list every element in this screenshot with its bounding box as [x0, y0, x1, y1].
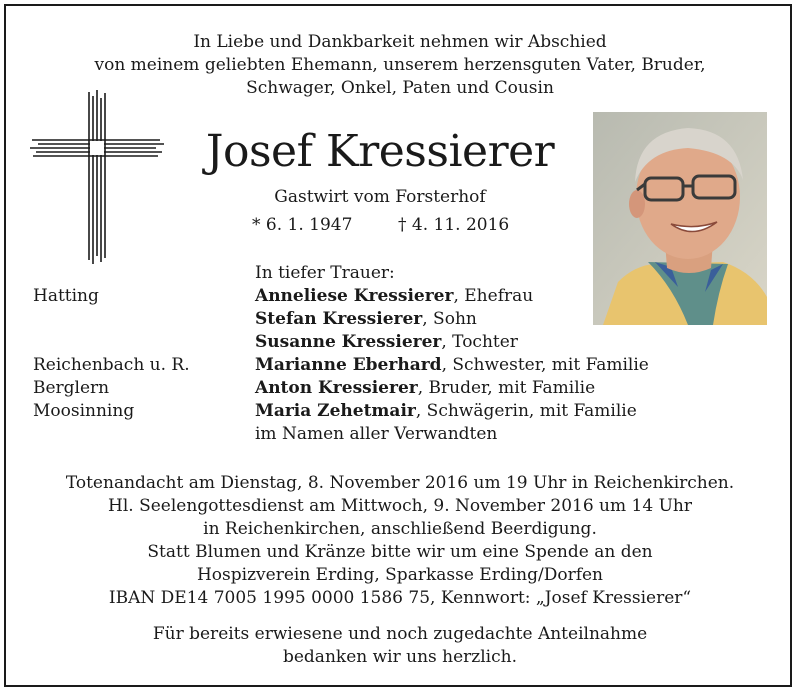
birth-date: * 6. 1. 1947: [252, 215, 353, 235]
mourner-name: Anneliese Kressierer: [255, 286, 454, 306]
deceased-occupation: Gastwirt vom Forsterhof: [274, 187, 486, 207]
mourner-location: Reichenbach u. R.: [33, 355, 190, 375]
service-line: Hl. Seelengottesdienst am Mittwoch, 9. November 2016 um 14 Uhr: [108, 496, 692, 516]
list-item: [0, 400, 800, 423]
mourner-location: Moosinning: [33, 401, 135, 421]
mourner-location: Berglern: [33, 378, 110, 398]
service-line: IBAN DE14 7005 1995 0000 1586 75, Kennwort: „Josef Kressierer“: [108, 588, 692, 608]
service-line: Statt Blumen und Kränze bitte wir um eine Spende an den: [147, 542, 653, 562]
intro-line: von meinem geliebten Ehemann, unserem herzensguten Vater, Bruder,: [94, 55, 706, 75]
service-line: Totenandacht am Dienstag, 8. November 2016 um 19 Uhr in Reichenkirchen.: [65, 473, 735, 493]
mourner-location: Hatting: [33, 286, 99, 306]
mourner-name: Stefan Kressierer: [255, 309, 423, 329]
service-line: Hospizverein Erding, Sparkasse Erding/Dorfen: [196, 565, 604, 585]
intro-line: In Liebe und Dankbarkeit nehmen wir Abschied: [193, 32, 607, 52]
mourners-heading: In tiefer Trauer:: [255, 263, 395, 283]
list-item: [0, 331, 800, 354]
deceased-name: Josef Kressierer: [205, 126, 555, 177]
mourner-name: Susanne Kressierer: [255, 332, 442, 352]
intro-line: Schwager, Onkel, Paten und Cousin: [246, 78, 554, 98]
list-item: [0, 285, 800, 308]
mourner-relation: , Tochter: [441, 332, 518, 352]
mourner-relation: im Namen aller Verwandten: [255, 424, 498, 444]
list-item: [0, 377, 800, 400]
thanks-text: [0, 623, 800, 669]
death-date: † 4. 11. 2016: [398, 215, 510, 235]
service-line: in Reichenkirchen, anschließend Beerdigung.: [203, 519, 597, 539]
cross-icon: [30, 90, 165, 265]
mourner-relation: , Ehefrau: [453, 286, 534, 306]
mourner-name: Marianne Eberhard: [255, 355, 442, 375]
thanks-line: bedanken wir uns herzlich.: [282, 647, 517, 667]
mourner-name: Maria Zehetmair: [255, 401, 416, 421]
list-item: [0, 308, 800, 331]
mourner-relation: , Schwägerin, mit Familie: [415, 401, 637, 421]
list-item: [0, 354, 800, 377]
thanks-line: Für bereits erwiesene und noch zugedachte Anteilnahme: [152, 624, 648, 644]
service-details: [0, 472, 800, 610]
list-item: [0, 423, 800, 446]
mourner-name: Anton Kressierer: [255, 378, 418, 398]
mourner-relation: , Sohn: [422, 309, 477, 329]
mourner-relation: , Bruder, mit Familie: [417, 378, 596, 398]
mourner-relation: , Schwester, mit Familie: [441, 355, 649, 375]
mourners-list: [0, 285, 800, 446]
